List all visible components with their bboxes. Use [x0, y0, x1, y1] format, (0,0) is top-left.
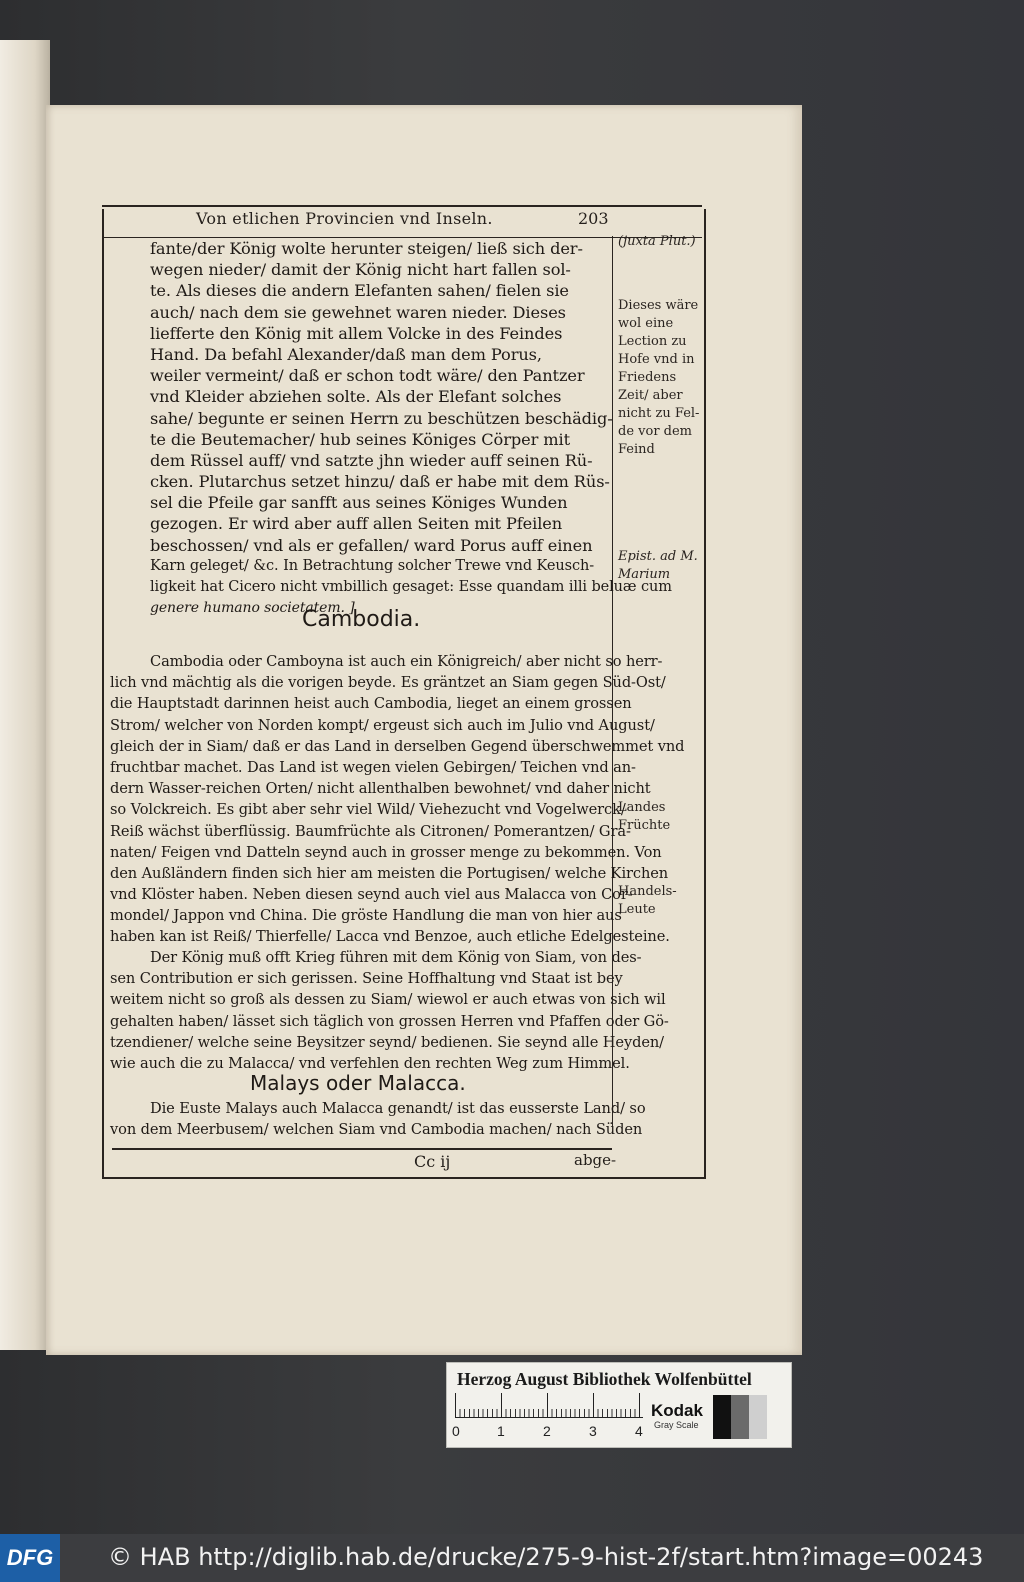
text-line: weitem nicht so groß als dessen zu Siam/ wiewol er auch etwas von sich wil — [110, 991, 666, 1009]
page-number: 203 — [578, 209, 609, 228]
text-line: sahe/ begunte er seinen Herrn zu beschützen beschädig- — [150, 408, 613, 428]
color-calibration-card — [446, 1362, 792, 1448]
text-line: beschossen/ vnd als er gefallen/ ward Porus auff einen — [150, 535, 593, 555]
footer-rule — [112, 1148, 612, 1150]
margin-note: wol eine — [618, 316, 674, 331]
paragraph-4 — [110, 1098, 646, 1140]
section-title-malacca: Malays oder Malacca. — [250, 1071, 466, 1095]
gray-swatch-light — [749, 1395, 767, 1439]
ruler-label: 4 — [635, 1423, 643, 1439]
text-line: dern Wasser-reichen Orten/ nicht allenthalben bewohnet/ vnd daher nicht — [110, 780, 651, 798]
margin-note: Handels- — [618, 884, 677, 899]
text-line: Cambodia oder Camboyna ist auch ein Königreich/ aber nicht so herr- — [150, 653, 663, 670]
text-line: gezogen. Er wird aber auff allen Seiten mit Pfeilen — [150, 514, 563, 534]
text-line: auch/ nach dem sie gewehnet waren nieder. Dieses — [150, 302, 566, 322]
gray-swatch-dark — [713, 1395, 731, 1439]
ruler-label: 0 — [452, 1423, 460, 1439]
signature-mark: Cc ij — [414, 1152, 451, 1171]
ruler-scale — [455, 1399, 643, 1418]
dfg-logo: DFG — [0, 1534, 60, 1582]
paragraph-1 — [150, 238, 672, 619]
ruler-tick — [639, 1393, 640, 1417]
text-line: die Hauptstadt darinnen heist auch Cambodia, lieget an einem grossen — [110, 695, 632, 713]
ruler-label: 3 — [589, 1423, 597, 1439]
margin-note: Leute — [618, 902, 656, 917]
paragraph-2 — [110, 651, 684, 948]
text-line: vnd Kleider abziehen solte. Als der Elefant solches — [150, 387, 562, 407]
text-line: Strom/ welcher von Norden kompt/ ergeust sich auch im Julio vnd August/ — [110, 716, 655, 734]
text-line: fruchtbar machet. Das Land ist wegen vielen Gebirgen/ Teichen vnd an- — [110, 758, 636, 776]
text-line: ligkeit hat Cicero nicht vmbillich gesaget: Esse quandam illi beluæ cum — [150, 579, 672, 595]
kodak-logo: Kodak — [651, 1401, 703, 1420]
text-line: sel die Pfeile gar sanfft aus seines Königes Wunden — [150, 493, 568, 513]
text-line: Der König muß offt Krieg führen mit dem König von Siam, von des- — [150, 949, 642, 966]
margin-note: de vor dem — [618, 424, 693, 439]
margin-note: Marium — [618, 567, 671, 582]
text-line: Reiß wächst überflüssig. Baumfrüchte als Citronen/ Pomerantzen/ Gra- — [110, 822, 631, 840]
text-line: gehalten haben/ lässet sich täglich von grossen Herren vnd Pfaffen oder Gö- — [110, 1012, 669, 1030]
text-line: wegen nieder/ damit der König nicht hart fallen sol- — [150, 260, 571, 280]
source-url[interactable]: © HAB http://diglib.hab.de/drucke/275-9-hist-2f/start.htm?image=00243 — [108, 1543, 984, 1571]
text-line: wie auch die zu Malacca/ vnd verfehlen den rechten Weg zum Himmel. — [110, 1054, 630, 1072]
catchword: abge- — [574, 1151, 617, 1169]
ruler-tick — [593, 1393, 594, 1417]
margin-note: Früchte — [618, 818, 671, 833]
left-page-edge — [0, 40, 50, 1350]
text-line: tzendiener/ welche seine Beysitzer seynd/ bedienen. Sie seynd alle Heyden/ — [110, 1033, 664, 1051]
text-line: haben kan ist Reiß/ Thierfelle/ Lacca vnd Benzoe, auch etliche Edelgesteine. — [110, 928, 670, 946]
text-line: von dem Meerbusem/ welchen Siam vnd Cambodia machen/ nach Süden — [110, 1121, 643, 1139]
margin-note: Zeit/ aber — [618, 388, 683, 403]
ruler-label: 2 — [543, 1423, 551, 1439]
text-line: lich vnd mächtig als die vorigen beyde. Es gräntzet an Siam gegen Süd-Ost/ — [110, 674, 666, 692]
margin-note: Friedens — [618, 370, 677, 385]
text-line: Karn geleget/ &c. In Betrachtung solcher Trewe vnd Keusch- — [150, 557, 594, 574]
margin-note: Epist. ad M. — [618, 549, 698, 564]
text-line: liefferte den König mit allem Volcke in des Feindes — [150, 323, 563, 343]
paragraph-3 — [110, 947, 669, 1074]
section-title-cambodia: Cambodia. — [302, 607, 421, 632]
running-head: Von etlichen Provincien vnd Inseln. — [196, 209, 493, 228]
margin-note: Dieses wäre — [618, 298, 699, 313]
margin-note: (juxta Plut.) — [618, 234, 696, 249]
text-line: dem Rüssel auff/ vnd satzte jhn wieder auff seinen Rü- — [150, 450, 593, 470]
text-line: Hand. Da befahl Alexander/daß man dem Porus, — [150, 344, 542, 364]
gray-swatch-mid — [731, 1395, 749, 1439]
text-line: so Volckreich. Es gibt aber sehr viel Wild/ Viehezucht vnd Vogelwerck/ — [110, 801, 626, 819]
ruler-tick — [501, 1393, 502, 1417]
margin-note: Hofe vnd in — [618, 352, 695, 367]
text-line: te die Beutemacher/ hub seines Königes Cörper mit — [150, 429, 570, 449]
text-line: den Außländern finden sich hier am meisten die Portugisen/ welche Kirchen — [110, 864, 669, 882]
ruler-tick — [547, 1393, 548, 1417]
page-content — [46, 105, 802, 1355]
card-title: Herzog August Bibliothek Wolfenbüttel — [457, 1369, 752, 1389]
ruler-label: 1 — [497, 1423, 505, 1439]
text-line: naten/ Feigen vnd Datteln seynd auch in grosser menge zu bekommen. Von — [110, 843, 662, 861]
text-line: genere humano societatem. ] — [150, 600, 355, 617]
text-line: te. Als dieses die andern Elefanten sahen/ fielen sie — [150, 281, 569, 301]
text-line: sen Contribution er sich gerissen. Seine Hoffhaltung vnd Staat ist bey — [110, 970, 623, 988]
text-line: fante/der König wolte herunter steigen/ ließ sich der- — [150, 239, 583, 258]
margin-note: nicht zu Fel- — [618, 406, 700, 421]
gray-scale-label: Gray Scale — [654, 1420, 699, 1430]
text-line: vnd Klöster haben. Neben diesen seynd auch viel aus Malacca von Cor- — [110, 886, 633, 904]
margin-note: Lection zu — [618, 334, 687, 349]
text-line: gleich der in Siam/ daß er das Land in derselben Gegend überschwemmet vnd — [110, 737, 685, 755]
margin-note: Landes — [618, 800, 666, 815]
margin-note: Feind — [618, 442, 655, 457]
text-line: weiler vermeint/ daß er schon todt wäre/ den Pantzer — [150, 366, 585, 386]
text-line: mondel/ Jappon vnd China. Die gröste Handlung die man von hier aus — [110, 907, 622, 925]
text-line: Die Euste Malays auch Malacca genandt/ ist das eusserste Land/ so — [150, 1100, 646, 1117]
ruler-tick — [455, 1393, 456, 1417]
text-line: cken. Plutarchus setzet hinzu/ daß er habe mit dem Rüs- — [150, 472, 610, 492]
